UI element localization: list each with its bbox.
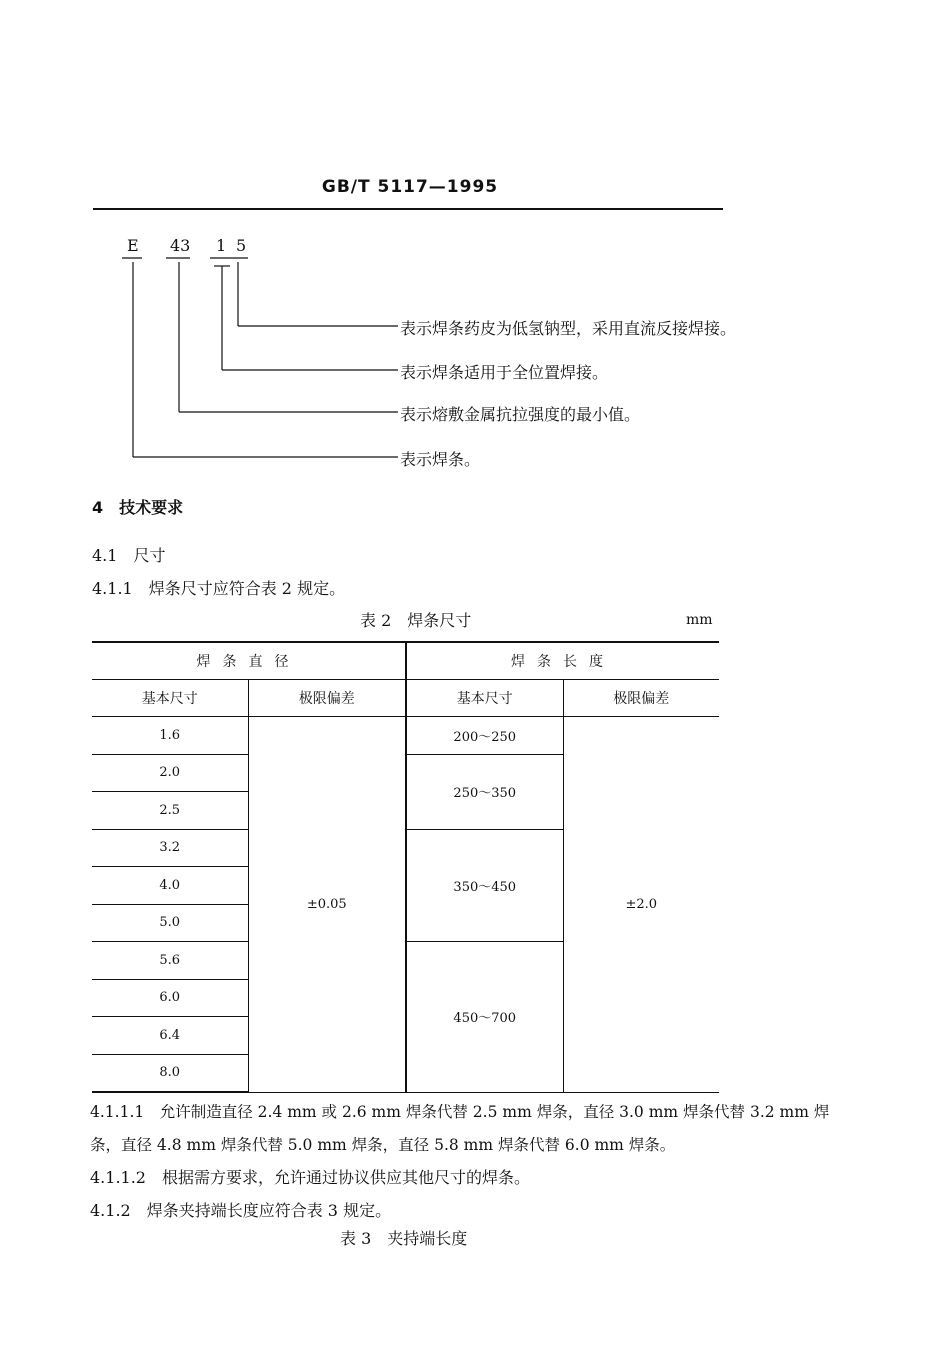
diameter-cell: 8.0 — [92, 1054, 248, 1092]
diameter-cell: 2.0 — [92, 754, 248, 792]
code-letter-5: 5 — [236, 236, 247, 255]
header-diameter-tolerance: 极限偏差 — [248, 680, 406, 717]
table-3-title: 表 3 夹持端长度 — [340, 1229, 468, 1248]
diameter-cell: 6.0 — [92, 979, 248, 1017]
diameter-cell: 5.0 — [92, 904, 248, 942]
diameter-tolerance-cell: ±0.05 — [248, 717, 406, 1093]
table-row — [92, 717, 719, 755]
diameter-cell: 1.6 — [92, 717, 248, 755]
header-diameter: 焊条直径 — [92, 642, 406, 680]
section-4-1-1-2-text: 4.1.1.2 根据需方要求，允许通过协议供应其他尺寸的焊条。 — [90, 1168, 530, 1187]
table-3-title-clip — [340, 1228, 640, 1248]
table-group-header-row — [92, 642, 719, 680]
diameter-cell: 3.2 — [92, 829, 248, 867]
section-4-1-1-1-line-2: 条，直径 4.8 mm 焊条代替 5.0 mm 焊条，直径 5.8 mm 焊条代替 6.0 mm 焊条。 — [90, 1136, 676, 1154]
section-4-1-2-text: 4.1.2 焊条夹持端长度应符合表 3 规定。 — [90, 1201, 392, 1220]
length-cell: 350～450 — [406, 829, 563, 942]
length-cell: 200～250 — [406, 717, 563, 755]
header-diameter-basic: 基本尺寸 — [92, 680, 248, 717]
section-4-1-1-text: 4.1.1 焊条尺寸应符合表 2 规定。 — [92, 579, 346, 598]
section-4-1-heading: 4.1 尺寸 — [92, 546, 166, 565]
designation-explanation-strength: 表示熔敷金属抗拉强度的最小值。 — [400, 405, 641, 424]
diameter-cell: 6.4 — [92, 1017, 248, 1055]
table-sub-header-row — [92, 680, 719, 717]
designation-explanation-coating: 表示焊条药皮为低氢钠型，采用直流反接焊接。 — [400, 319, 737, 338]
standard-code: GB/T 5117—1995 — [321, 177, 499, 197]
code-letter-43: 43 — [170, 236, 191, 255]
length-cell: 250～350 — [406, 754, 563, 829]
length-cell: 450～700 — [406, 942, 563, 1093]
section-4-1-1-1-line-1: 4.1.1.1 允许制造直径 2.4 mm 或 2.6 mm 焊条代替 2.5 mm 焊条，直径 3.0 mm 焊条代替 3.2 mm 焊 — [90, 1103, 830, 1121]
code-letter-e: E — [127, 236, 139, 255]
designation-explanation-position: 表示焊条适用于全位置焊接。 — [400, 363, 609, 382]
header-length-tolerance: 极限偏差 — [563, 680, 719, 717]
code-letter-1: 1 — [216, 236, 227, 255]
designation-explanation-electrode: 表示焊条。 — [400, 450, 481, 469]
diameter-cell: 4.0 — [92, 867, 248, 905]
table-2-unit: mm — [686, 612, 713, 628]
designation-leader-lines — [0, 0, 950, 500]
header-length-basic: 基本尺寸 — [406, 680, 563, 717]
electrode-size-table — [92, 641, 719, 1093]
table-2-title: 表 2 焊条尺寸 — [360, 611, 472, 630]
header-length: 焊条长度 — [406, 642, 719, 680]
length-tolerance-cell: ±2.0 — [563, 717, 719, 1093]
section-4-heading: 4 技术要求 — [92, 498, 184, 517]
diameter-cell: 2.5 — [92, 792, 248, 830]
diameter-cell: 5.6 — [92, 942, 248, 980]
